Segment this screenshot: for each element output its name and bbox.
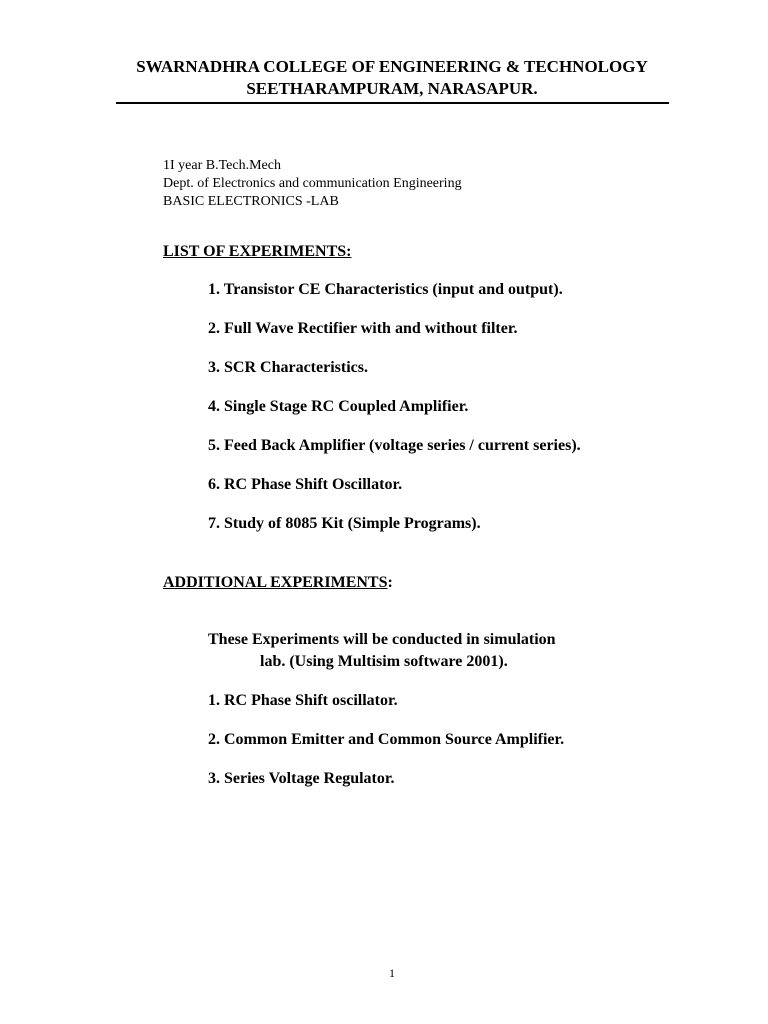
college-address: SEETHARAMPURAM, NARASAPUR. (246, 79, 538, 98)
experiment-item: 1. Transistor CE Characteristics (input and output). (208, 281, 563, 298)
document-header (0, 56, 768, 100)
course-lab: BASIC ELECTRONICS -LAB (163, 194, 339, 209)
additional-heading-text: ADDITIONAL EXPERIMENTS (163, 574, 388, 591)
experiment-item: 7. Study of 8085 Kit (Simple Programs). (208, 515, 481, 532)
simulation-note-line1: These Experiments will be conducted in simulation (208, 631, 556, 648)
additional-heading-colon: : (387, 574, 393, 591)
page-number: 1 (389, 966, 395, 980)
additional-item: 3. Series Voltage Regulator. (208, 770, 395, 787)
experiments-heading-text: LIST OF EXPERIMENTS: (163, 243, 352, 260)
additional-item: 2. Common Emitter and Common Source Amplifier. (208, 731, 565, 748)
course-year: 1I year B.Tech.Mech (163, 158, 281, 173)
college-name: SWARNADHRA COLLEGE OF ENGINEERING & TECHNOLOGY (136, 57, 648, 76)
simulation-note-line2: lab. (Using Multisim software 2001). (260, 653, 508, 670)
simulation-note (208, 629, 556, 673)
additional-heading (163, 573, 393, 593)
header-divider (116, 102, 669, 104)
experiments-heading (163, 242, 351, 262)
course-info (163, 157, 462, 211)
experiment-item: 3. SCR Characteristics. (208, 359, 368, 376)
experiment-item: 2. Full Wave Rectifier with and without filter. (208, 320, 518, 337)
experiment-item: 5. Feed Back Amplifier (voltage series / current series). (208, 437, 581, 454)
experiment-item: 4. Single Stage RC Coupled Amplifier. (208, 398, 469, 415)
experiment-item: 6. RC Phase Shift Oscillator. (208, 476, 403, 493)
additional-item: 1. RC Phase Shift oscillator. (208, 692, 398, 709)
course-dept: Dept. of Electronics and communication Engineering (163, 176, 462, 191)
